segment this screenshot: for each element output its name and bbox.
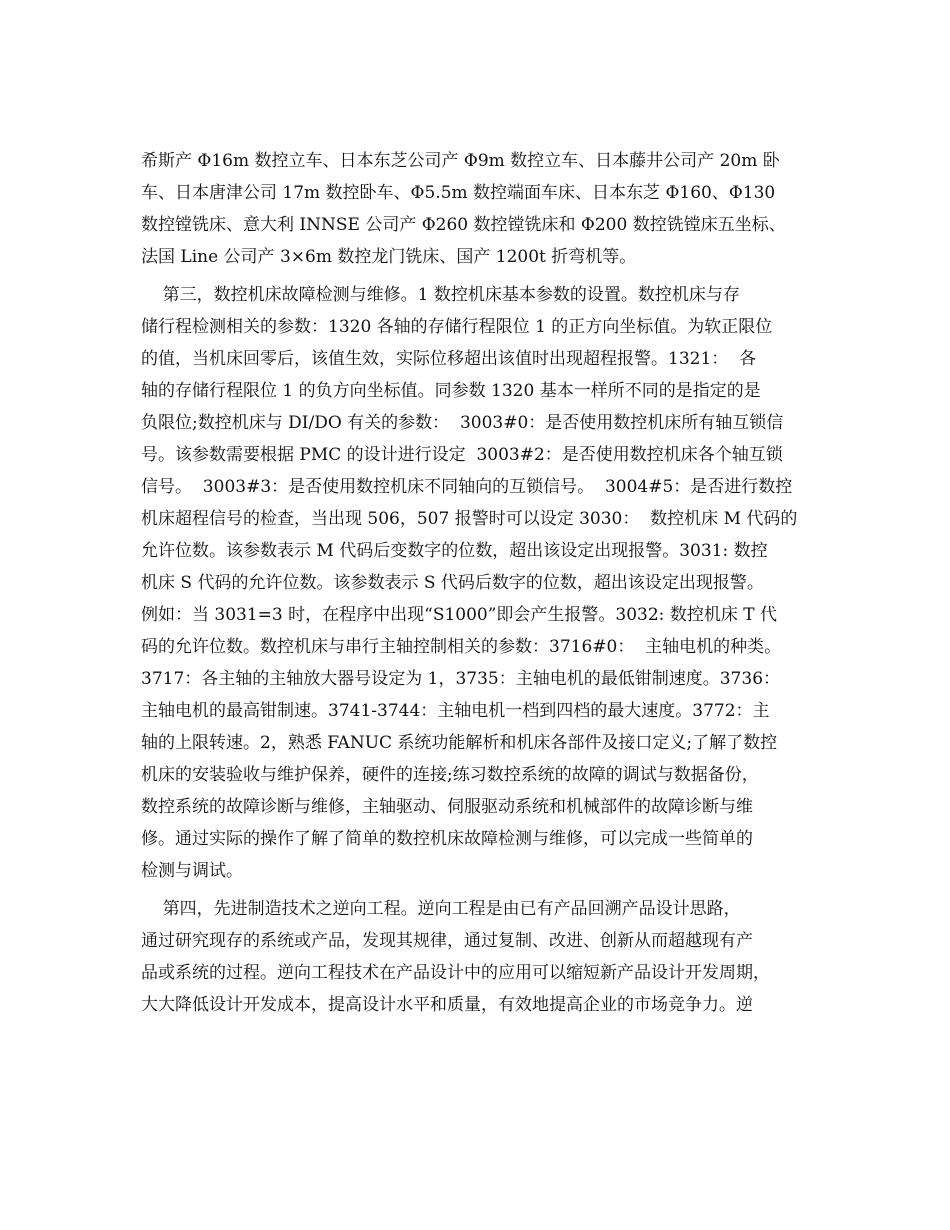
text-line: 储行程检测相关的参数：1320 各轴的存储行程限位 1 的正方向坐标值。为软正限位 xyxy=(141,317,773,337)
text-line: 第四，先进制造技术之逆向工程。逆向工程是由已有产品回溯产品设计思路， xyxy=(141,899,741,919)
text-line: 轴的上限转速。2，熟悉 FANUC 系统功能解析和机床各部件及接口定义;了解了数控 xyxy=(141,733,778,753)
text-line: 大大降低设计开发成本，提高设计水平和质量，有效地提高企业的市场竞争力。逆 xyxy=(141,995,753,1015)
text-line: 品或系统的过程。逆向工程技术在产品设计中的应用可以缩短新产品设计开发周期， xyxy=(141,963,770,983)
text-line: 信号。 3003#3：是否使用数控机床不同轴向的互锁信号。 3004#5：是否进行数控 xyxy=(141,477,793,497)
text-line: 号。该参数需要根据 PMC 的设计进行设定 3003#2：是否使用数控机床各个轴互锁 xyxy=(141,445,783,465)
text-line: 的值，当机床回零后，该值生效，实际位移超出该值时出现超程报警。1321： 各 xyxy=(141,349,757,369)
text-line: 例如：当 3031=3 时，在程序中出现“S1000”即会产生报警。3032: 数控机床 T 代 xyxy=(141,605,777,625)
document-body xyxy=(141,145,831,1021)
text-line: 码的允许位数。数控机床与串行主轴控制相关的参数：3716#0： 主轴电机的种类。 xyxy=(141,637,782,657)
text-line: 修。通过实际的操作了解了简单的数控机床故障检测与维修，可以完成一些简单的 xyxy=(141,829,753,849)
text-line: 第三，数控机床故障检测与维修。1 数控机床基本参数的设置。数控机床与存 xyxy=(141,285,740,305)
text-line: 主轴电机的最高钳制速。3741-3744：主轴电机一档到四档的最大速度。3772：主 xyxy=(141,701,770,721)
text-line: 希斯产 Φ16m 数控立车、日本东芝公司产 Φ9m 数控立车、日本藤井公司产 20m 卧 xyxy=(141,151,780,171)
text-line: 机床超程信号的检查，当出现 506，507 报警时可以设定 3030： 数控机床 M 代码的 xyxy=(141,509,798,529)
text-line: 负限位;数控机床与 DI/DO 有关的参数： 3003#0：是否使用数控机床所有轴互锁信 xyxy=(141,413,784,433)
text-line: 3717：各主轴的主轴放大器号设定为 1，3735：主轴电机的最低钳制速度。3736： xyxy=(141,669,781,689)
text-line: 轴的存储行程限位 1 的负方向坐标值。同参数 1320 基本一样所不同的是指定的是 xyxy=(141,381,761,401)
text-line: 数控镗铣床、意大利 INNSE 公司产 Φ260 数控镗铣床和 Φ200 数控铣镗床五坐标、 xyxy=(141,215,786,235)
paragraph-cnc-fault-detection xyxy=(141,279,831,887)
paragraph-equipment-list xyxy=(141,145,831,273)
text-line: 机床的安装验收与维护保养，硬件的连接;练习数控系统的故障的调试与数据备份， xyxy=(141,765,759,785)
paragraph-reverse-engineering xyxy=(141,893,831,1021)
text-line: 通过研究现存的系统或产品，发现其规律，通过复制、改进、创新从而超越现有产 xyxy=(141,931,753,951)
text-line: 检测与调试。 xyxy=(141,861,243,881)
text-line: 机床 S 代码的允许位数。该参数表示 S 代码后数字的位数，超出该设定出现报警。 xyxy=(141,573,764,593)
text-line: 允许位数。该参数表示 M 代码后变数字的位数，超出该设定出现报警。3031: 数控 xyxy=(141,541,768,561)
text-line: 数控系统的故障诊断与维修，主轴驱动、伺服驱动系统和机械部件的故障诊断与维 xyxy=(141,797,753,817)
text-line: 车、日本唐津公司 17m 数控卧车、Φ5.5m 数控端面车床、日本东芝 Φ160、Φ130 xyxy=(141,183,776,203)
text-line: 法国 Line 公司产 3×6m 数控龙门铣床、国产 1200t 折弯机等。 xyxy=(141,247,637,267)
